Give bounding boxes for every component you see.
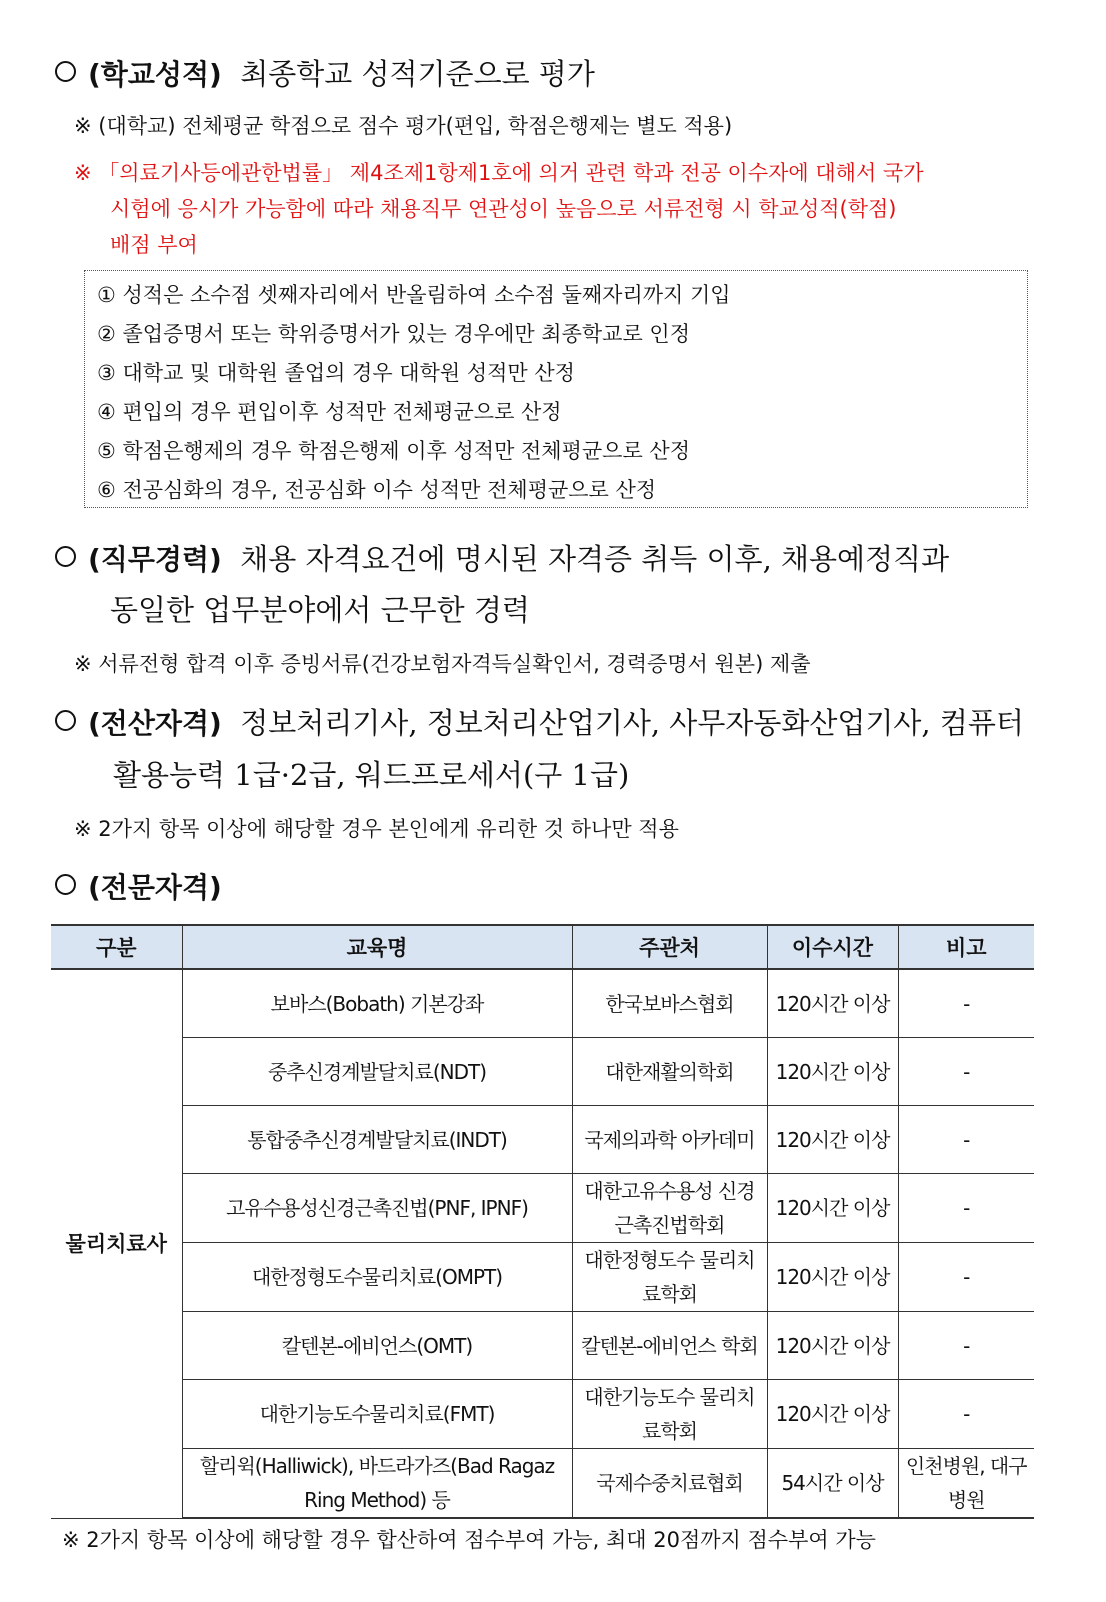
professional-cert-table — [51, 924, 1034, 1519]
rule-item: ① 성적은 소수점 셋째자리에서 반올림하여 소수점 둘째자리까지 기입 — [97, 283, 731, 307]
remarks-cell: - — [898, 1312, 1034, 1380]
circle-bullet-icon — [55, 546, 76, 567]
host-cell: 대한고유수용성 신경근촉진법학회 — [572, 1174, 767, 1243]
host-cell: 대한기능도수 물리치료학회 — [572, 1380, 767, 1449]
career-note: ※ 서류전형 합격 이후 증빙서류(건강보험자격득실확인서, 경력증명서 원본) 제출 — [74, 652, 811, 676]
rule-item: ⑥ 전공심화의 경우, 전공심화 이수 성적만 전체평균으로 산정 — [97, 478, 657, 502]
remarks-cell: - — [898, 1174, 1034, 1243]
computing-note: ※ 2가지 항목 이상에 해당할 경우 본인에게 유리한 것 하나만 적용 — [74, 817, 679, 841]
section-grades-desc: 최종학교 성적기준으로 평가 — [240, 57, 595, 91]
section-computing-title: (전산자격) — [88, 707, 222, 740]
grades-red-note-line1: ※ 「의료기사등에관한법률」 제4조제1항제1호에 의거 관련 학과 전공 이수자에 대해서 국가 — [74, 161, 924, 185]
host-cell: 한국보바스협회 — [572, 969, 767, 1038]
section-computing-heading — [55, 701, 1024, 742]
section-career-title: (직무경력) — [88, 543, 222, 576]
hours-cell: 120시간 이상 — [767, 1312, 898, 1380]
table-row — [51, 1038, 1034, 1106]
remarks-cell: - — [898, 1243, 1034, 1312]
host-cell: 국제의과학 아카데미 — [572, 1106, 767, 1174]
course-cell: 통합중추신경계발달치료(INDT) — [182, 1106, 572, 1174]
course-cell: 보바스(Bobath) 기본강좌 — [182, 969, 572, 1038]
hours-cell: 54시간 이상 — [767, 1449, 898, 1519]
course-cell: 고유수용성신경근촉진법(PNF, IPNF) — [182, 1174, 572, 1243]
hours-cell: 120시간 이상 — [767, 1106, 898, 1174]
host-cell: 대한정형도수 물리치료학회 — [572, 1243, 767, 1312]
section-career-desc-line2: 동일한 업무분야에서 근무한 경력 — [110, 593, 530, 627]
course-cell: 칼텐본-에비언스(OMT) — [182, 1312, 572, 1380]
header-category: 구분 — [51, 925, 182, 969]
rule-item: ④ 편입의 경우 편입이후 성적만 전체평균으로 산정 — [97, 400, 562, 424]
remarks-cell: - — [898, 1038, 1034, 1106]
circle-bullet-icon — [55, 710, 76, 731]
course-cell: 대한정형도수물리치료(OMPT) — [182, 1243, 572, 1312]
course-cell: 할리윅(Halliwick), 바드라가즈(Bad Ragaz Ring Method) 등 — [182, 1449, 572, 1519]
hours-cell: 120시간 이상 — [767, 1243, 898, 1312]
hours-cell: 120시간 이상 — [767, 1380, 898, 1449]
header-host: 주관처 — [572, 925, 767, 969]
grades-red-note-line2: 시험에 응시가 가능함에 따라 채용직무 연관성이 높음으로 서류전형 시 학교성적(학점) — [110, 197, 897, 221]
table-row — [51, 1243, 1034, 1312]
table-row — [51, 1312, 1034, 1380]
remarks-cell: - — [898, 969, 1034, 1038]
rule-item: ⑤ 학점은행제의 경우 학점은행제 이후 성적만 전체평균으로 산정 — [97, 439, 690, 463]
table-row — [51, 1174, 1034, 1243]
remarks-cell: - — [898, 1380, 1034, 1449]
section-professional-title: (전문자격) — [88, 871, 222, 904]
hours-cell: 120시간 이상 — [767, 1174, 898, 1243]
grades-note: ※ (대학교) 전체평균 학점으로 점수 평가(편입, 학점은행제는 별도 적용) — [74, 114, 733, 138]
section-professional-heading — [55, 866, 222, 906]
host-cell: 대한재활의학회 — [572, 1038, 767, 1106]
hours-cell: 120시간 이상 — [767, 969, 898, 1038]
grading-rules-box — [84, 270, 1028, 508]
section-career-heading — [55, 537, 949, 578]
header-course: 교육명 — [182, 925, 572, 969]
hours-cell: 120시간 이상 — [767, 1038, 898, 1106]
header-hours: 이수시간 — [767, 925, 898, 969]
rule-item: ③ 대학교 및 대학원 졸업의 경우 대학원 성적만 산정 — [97, 361, 575, 385]
section-grades-title: (학교성적) — [88, 58, 222, 91]
host-cell: 칼텐본-에비언스 학회 — [572, 1312, 767, 1380]
table-row — [51, 1380, 1034, 1449]
table-row — [51, 1106, 1034, 1174]
host-cell: 국제수중치료협회 — [572, 1449, 767, 1519]
section-computing-desc-line2: 활용능력 1급·2급, 워드프로세서(구 1급) — [113, 758, 630, 792]
rule-item: ② 졸업증명서 또는 학위증명서가 있는 경우에만 최종학교로 인정 — [97, 322, 690, 346]
section-grades-heading — [55, 52, 595, 93]
remarks-cell: - — [898, 1106, 1034, 1174]
section-career-desc-line1: 채용 자격요건에 명시된 자격증 취득 이후, 채용예정직과 — [240, 542, 950, 576]
table-header-row — [51, 925, 1034, 969]
remarks-cell: 인천병원, 대구병원 — [898, 1449, 1034, 1519]
table-row — [51, 1449, 1034, 1519]
circle-bullet-icon — [55, 61, 76, 82]
section-computing-desc-line1: 정보처리기사, 정보처리산업기사, 사무자동화산업기사, 컴퓨터 — [240, 706, 1024, 740]
category-cell: 물리치료사 — [51, 969, 182, 1518]
course-cell: 대한기능도수물리치료(FMT) — [182, 1380, 572, 1449]
table-note: ※ 2가지 항목 이상에 해당할 경우 합산하여 점수부여 가능, 최대 20점까지 점수부여 가능 — [62, 1528, 876, 1552]
circle-bullet-icon — [55, 874, 76, 895]
course-cell: 중추신경계발달치료(NDT) — [182, 1038, 572, 1106]
table-row — [51, 969, 1034, 1038]
grades-red-note-line3: 배점 부여 — [110, 233, 198, 257]
header-remarks: 비고 — [898, 925, 1034, 969]
